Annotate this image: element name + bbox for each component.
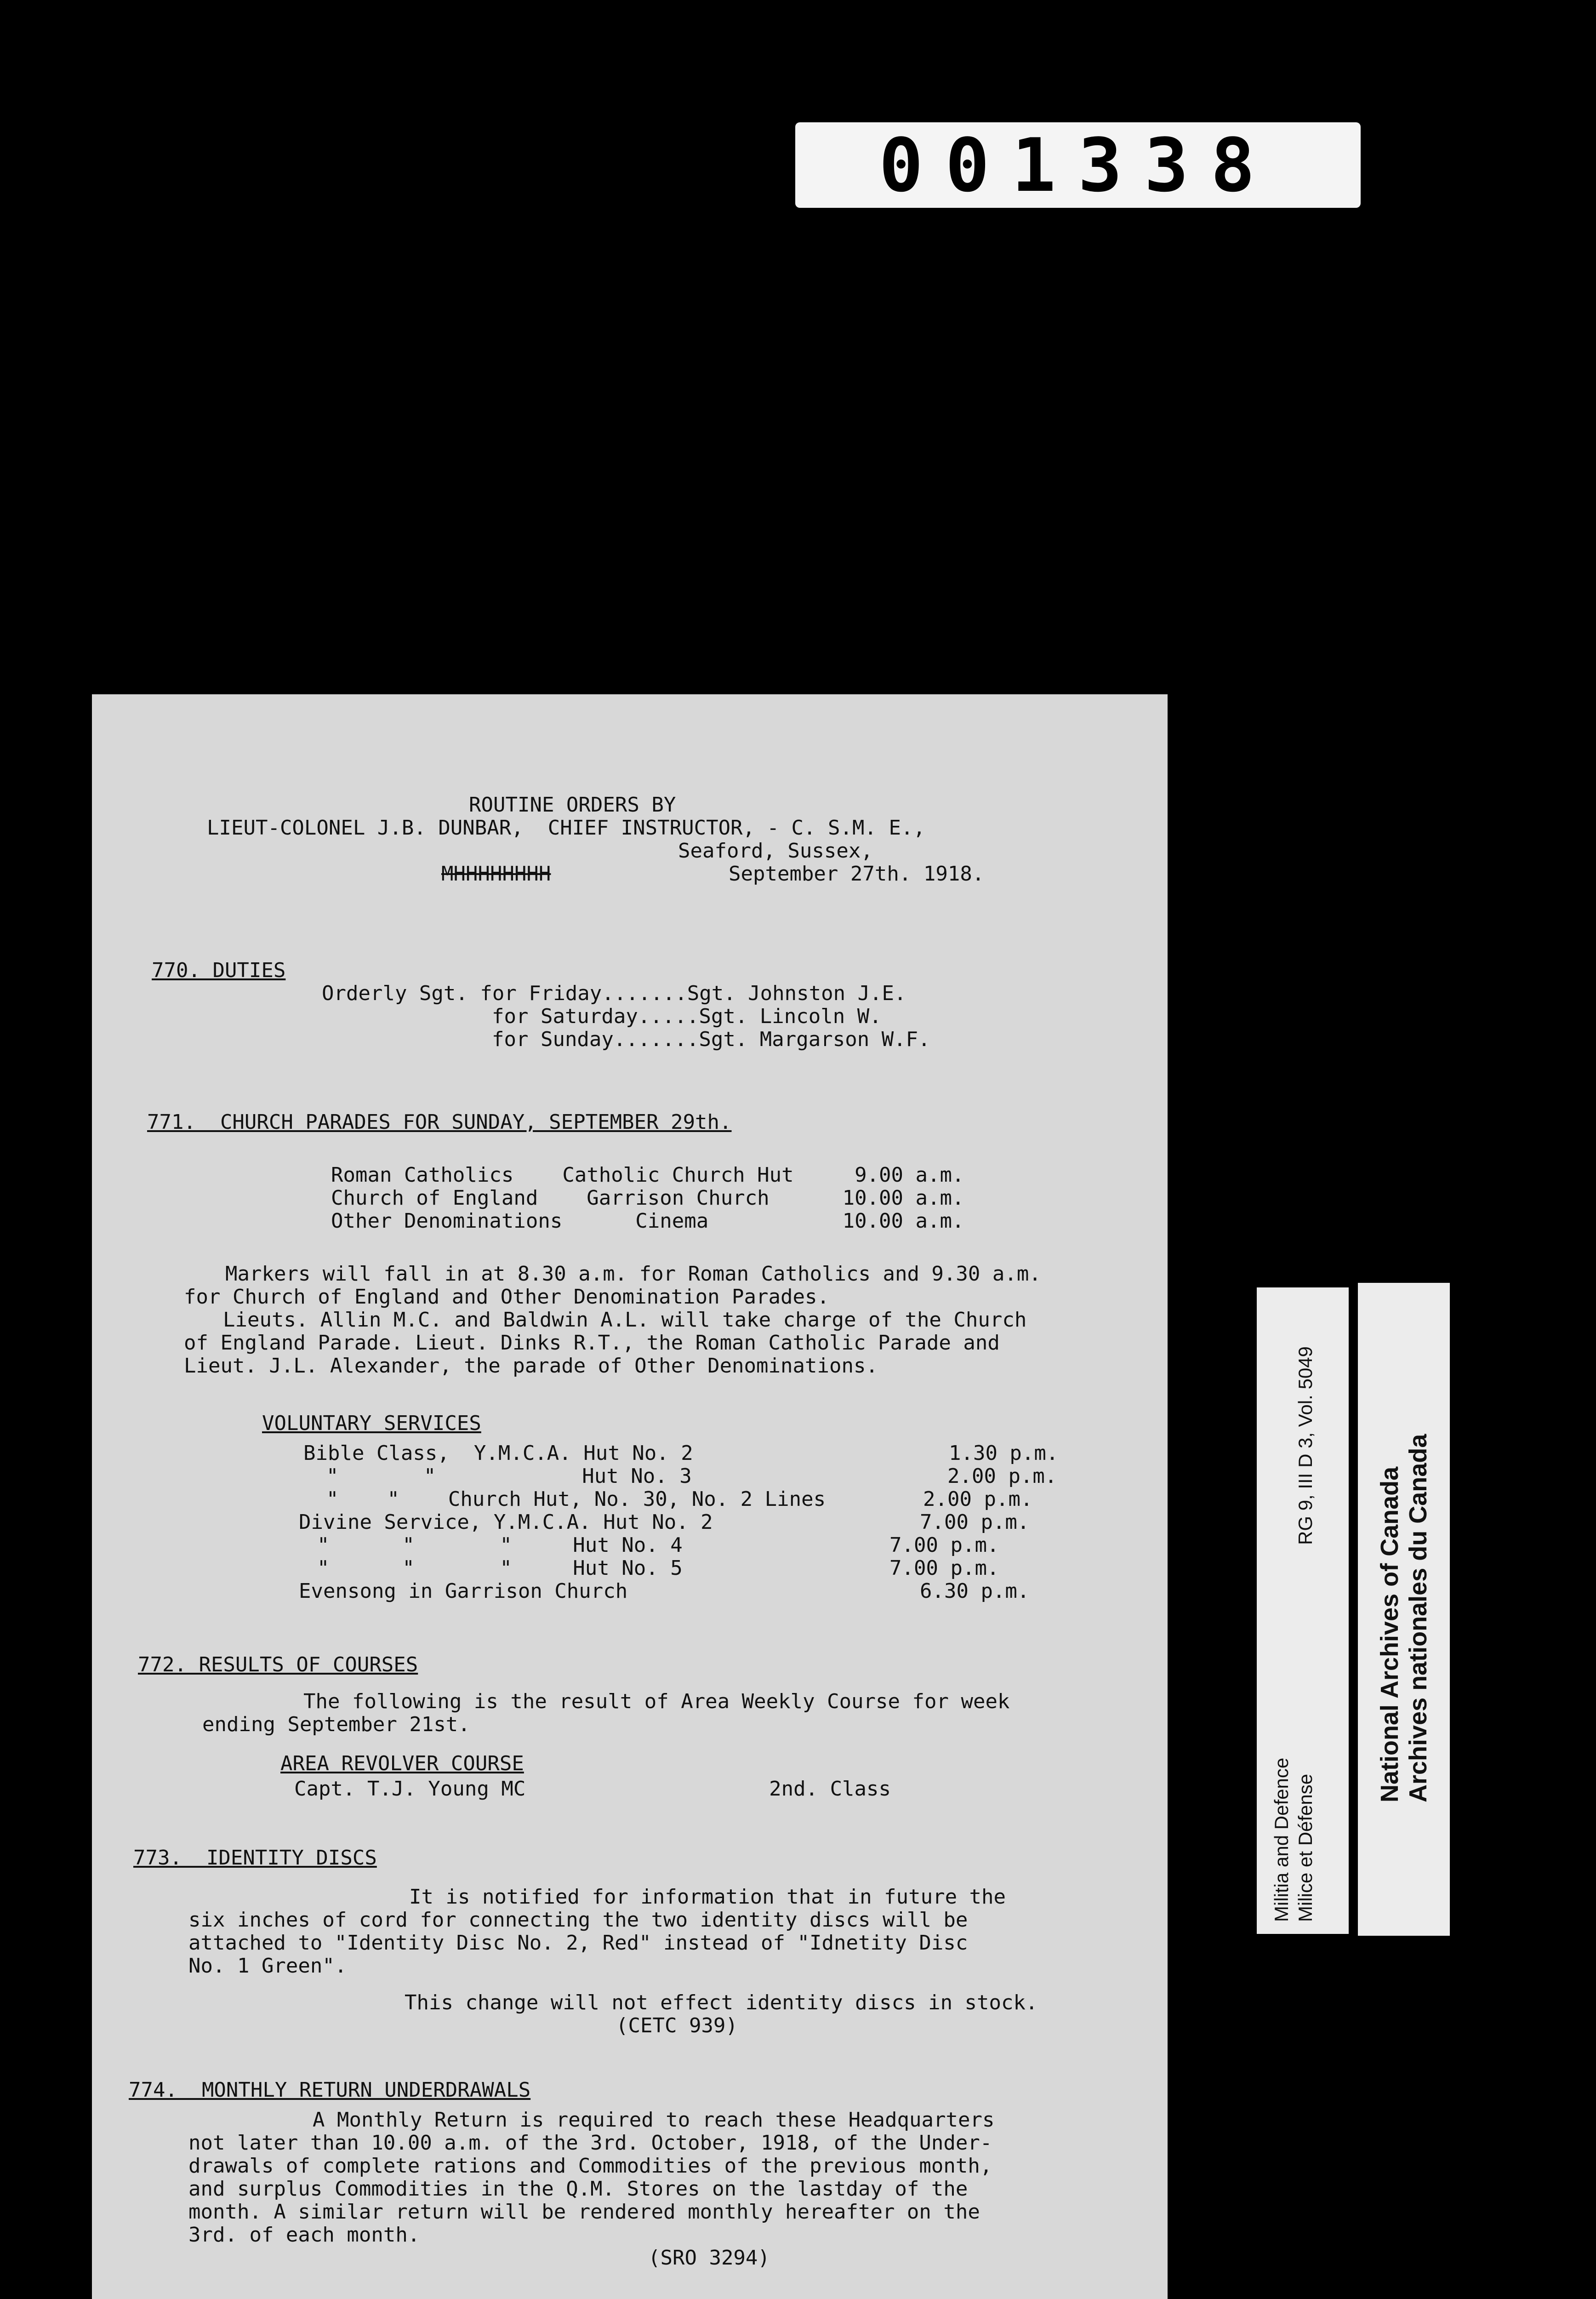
paragraph-line: A Monthly Return is required to reach these Headquarters [313, 2108, 995, 2132]
paragraph-line: of England Parade. Lieut. Dinks R.T., the Roman Catholic Parade and [184, 1331, 1000, 1355]
paragraph-line: attached to "Identity Disc No. 2, Red" instead of "Idnetity Disc [188, 1931, 968, 1955]
service-row: " " " Hut No. 4 7.00 p.m. [317, 1533, 999, 1557]
paragraph-line: month. A similar return will be rendered monthly hereafter on the [188, 2200, 980, 2224]
paragraph-line: The following is the result of Area Weekly Course for week [303, 1690, 1010, 1713]
paragraph-line: Lieuts. Allin M.C. and Baldwin A.L. will take charge of the Church [223, 1308, 1027, 1332]
section-773-heading: 773. IDENTITY DISCS [133, 1846, 377, 1870]
section-772-heading: 772. RESULTS OF COURSES [138, 1653, 418, 1676]
routine-orders-document [92, 694, 1168, 2299]
archive-label-reference [1257, 1287, 1349, 1934]
fonds-name-fr: Milice et Défense [1294, 1773, 1316, 1922]
doc-title: ROUTINE ORDERS BY [469, 793, 676, 817]
course-result: Capt. T.J. Young MC 2nd. Class [294, 1777, 891, 1801]
duty-line: for Saturday.....Sgt. Lincoln W. [492, 1005, 882, 1028]
voluntary-services-heading: VOLUNTARY SERVICES [262, 1412, 481, 1435]
section-770-heading: 770. DUTIES [152, 959, 286, 982]
doc-location: Seaford, Sussex, [678, 839, 873, 863]
doc-issuer: LIEUT-COLONEL J.B. DUNBAR, CHIEF INSTRUCTOR, - C. S.M. E., [207, 816, 925, 840]
paragraph-line: Lieut. J.L. Alexander, the parade of Other Denominations. [184, 1354, 878, 1378]
section-774-heading: 774. MONTHLY RETURN UNDERDRAWALS [129, 2078, 531, 2102]
service-row: " " Church Hut, No. 30, No. 2 Lines 2.00 p.m. [326, 1487, 1033, 1511]
service-row: Divine Service, Y.M.C.A. Hut No. 2 7.00 p.m. [299, 1510, 1030, 1534]
paragraph-line: No. 1 Green". [188, 1954, 347, 1978]
reference-code: (SRO 3294) [648, 2246, 770, 2270]
parade-row: Roman Catholics Catholic Church Hut 9.00 a.m. [331, 1163, 964, 1187]
paragraph-line: This change will not effect identity discs in stock. [405, 1991, 1038, 2014]
revolver-course-heading: AREA REVOLVER COURSE [280, 1752, 524, 1775]
section-771-heading: 771. CHURCH PARADES FOR SUNDAY, SEPTEMBER 29th. [147, 1110, 732, 1134]
doc-date: September 27th. 1918. [729, 862, 985, 886]
service-row: " " " Hut No. 5 7.00 p.m. [317, 1556, 999, 1580]
institution-name-en: National Archives of Canada [1376, 1466, 1403, 1802]
struck-text: MHHHHHHHH [441, 862, 551, 886]
paragraph-line: six inches of cord for connecting the two identity discs will be [188, 1908, 968, 1932]
duty-line: Orderly Sgt. for Friday.......Sgt. Johnston J.E. [322, 982, 906, 1005]
archive-reference: RG 9, III D 3, Vol. 5049 [1294, 1346, 1316, 1545]
service-row: Evensong in Garrison Church 6.30 p.m. [299, 1579, 1030, 1603]
parade-row: Other Denominations Cinema 10.00 a.m. [331, 1209, 964, 1233]
paragraph-line: not later than 10.00 a.m. of the 3rd. October, 1918, of the Under- [188, 2131, 992, 2155]
paragraph-line: drawals of complete rations and Commodities of the previous month, [188, 2154, 992, 2178]
paragraph-line: ending September 21st. [202, 1713, 470, 1736]
archive-stamp-number: 001338 [795, 122, 1361, 208]
institution-name-fr: Archives nationales du Canada [1404, 1434, 1432, 1802]
paragraph-line: for Church of England and Other Denomination Parades. [184, 1285, 829, 1309]
service-row: Bible Class, Y.M.C.A. Hut No. 2 1.30 p.m. [303, 1441, 1059, 1465]
archive-label-institution [1358, 1283, 1450, 1936]
reference-code: (CETC 939) [616, 2014, 738, 2037]
paragraph-line: Markers will fall in at 8.30 a.m. for Roman Catholics and 9.30 a.m. [225, 1262, 1041, 1286]
duty-line: for Sunday.......Sgt. Margarson W.F. [492, 1028, 930, 1051]
fonds-name: Militia and Defence [1271, 1757, 1292, 1922]
paragraph-line: and surplus Commodities in the Q.M. Stores on the lastday of the [188, 2177, 968, 2201]
service-row: " " Hut No. 3 2.00 p.m. [326, 1464, 1057, 1488]
parade-row: Church of England Garrison Church 10.00 a.m. [331, 1186, 964, 1210]
paragraph-line: It is notified for information that in future the [409, 1885, 1006, 1909]
paragraph-line: 3rd. of each month. [188, 2223, 420, 2247]
